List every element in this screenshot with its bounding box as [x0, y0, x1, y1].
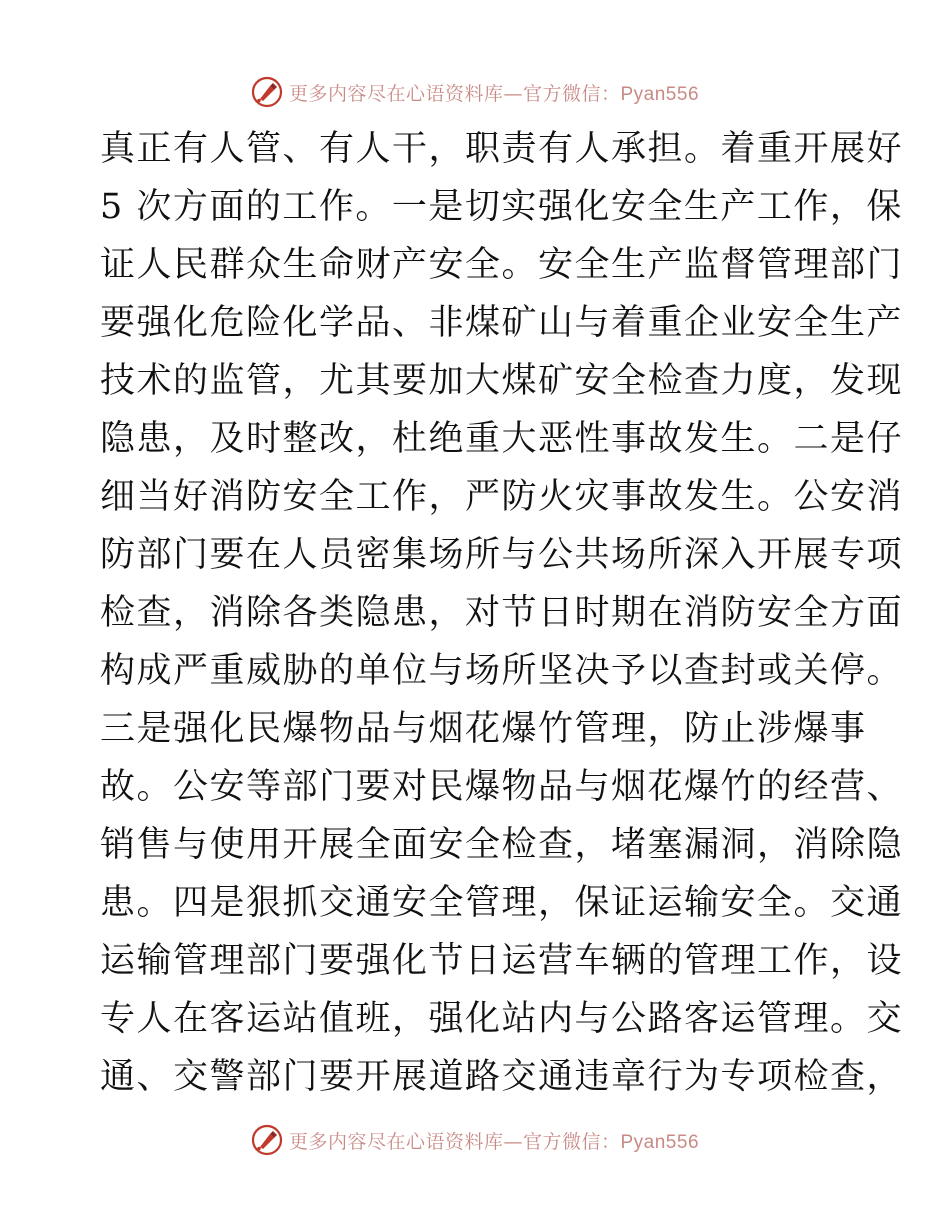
- pen-nib-logo-icon: [251, 1124, 283, 1156]
- footer-separator: —: [503, 1130, 523, 1153]
- body-line: 真正有人管、有人干，职责有人承担。着重开展好: [100, 129, 904, 169]
- header-wechat-label: 官方微信：: [522, 82, 621, 105]
- body-line: 故。公安等部门要对民爆物品与烟花爆竹的经营、: [100, 767, 904, 807]
- body-line: 5 次方面的工作。一是切实强化安全生产工作，保: [100, 187, 903, 227]
- body-line: 细当好消防安全工作，严防火灾事故发生。公安消: [100, 477, 904, 517]
- pen-nib-logo-icon: [251, 76, 283, 108]
- body-line: 三是强化民爆物品与烟花爆竹管理，防止涉爆事: [100, 709, 867, 749]
- body-line: 防部门要在人员密集场所与公共场所深入开展专项: [100, 535, 904, 575]
- body-line: 专人在客运站值班，强化站内与公路客运管理。交: [100, 999, 904, 1039]
- header-wechat-id: Pyan556: [620, 83, 700, 105]
- footer-brand: 更多内容尽在心语资料库: [288, 1130, 504, 1153]
- body-line: 患。四是狠抓交通安全管理，保证运输安全。交通: [100, 883, 904, 923]
- body-line: 要强化危险化学品、非煤矿山与着重企业安全生产: [100, 303, 904, 343]
- header-text: [289, 79, 699, 106]
- body-line: 通、交警部门要开展道路交通违章行为专项检查，: [100, 1057, 904, 1097]
- header-brand: 更多内容尽在心语资料库: [288, 82, 504, 105]
- header-banner: [0, 72, 950, 112]
- footer-wechat-id: Pyan556: [620, 1131, 700, 1153]
- body-line: 运输管理部门要强化节日运营车辆的管理工作，设: [100, 941, 904, 981]
- body-line: 销售与使用开展全面安全检查，堵塞漏洞，消除隐: [100, 825, 904, 865]
- body-line: 隐患，及时整改，杜绝重大恶性事故发生。二是仔: [100, 419, 904, 459]
- footer-text: [289, 1127, 699, 1154]
- header-separator: —: [503, 82, 523, 105]
- footer-wechat-label: 官方微信：: [522, 1130, 621, 1153]
- document-body: [100, 120, 904, 1106]
- body-line: 技术的监管，尤其要加大煤矿安全检查力度，发现: [100, 361, 904, 401]
- body-line: 证人民群众生命财产安全。安全生产监督管理部门: [100, 245, 904, 285]
- body-line: 检查，消除各类隐患，对节日时期在消防安全方面: [100, 593, 904, 633]
- body-line: 构成严重威胁的单位与场所坚决予以查封或关停。: [100, 651, 904, 691]
- footer-banner: [0, 1120, 950, 1160]
